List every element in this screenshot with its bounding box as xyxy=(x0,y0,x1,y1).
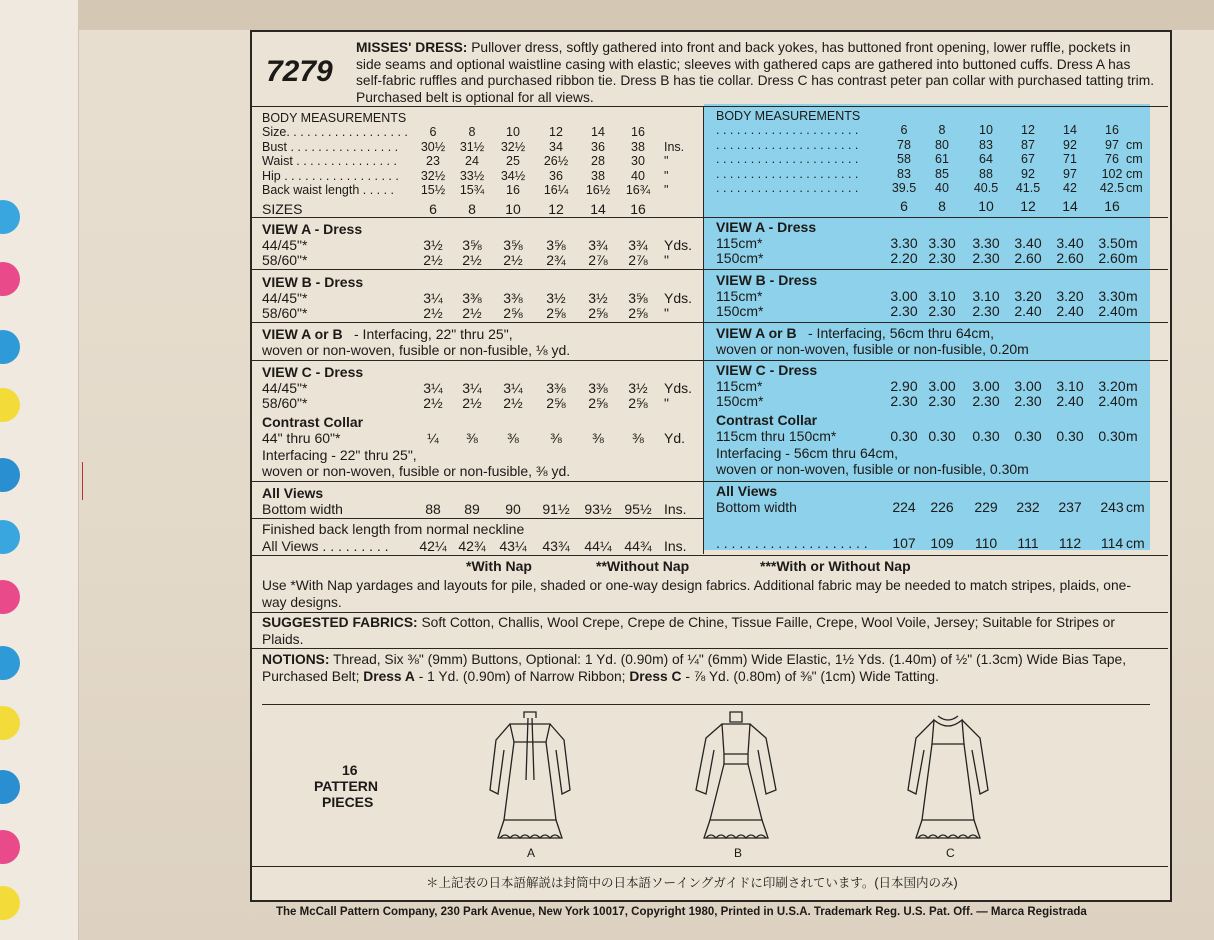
metric-body-row-value: 42.5 xyxy=(1099,181,1125,196)
metric-body-row-label: . . . . . . . . . . . . . . . . . . . . . xyxy=(716,181,859,196)
metric-view-a-row-unit: m xyxy=(1126,235,1138,251)
metric-view-c-title: VIEW C - Dress xyxy=(716,362,818,378)
imperial-body-row-unit: Ins. xyxy=(664,139,685,154)
nap-either: ***With or Without Nap xyxy=(760,558,911,574)
metric-bottom-width-value: 232 xyxy=(1016,499,1040,515)
imperial-view-b-row-value: 2½ xyxy=(462,305,482,321)
metric-view-b-row-value: 3.30 xyxy=(1098,288,1126,304)
imperial-body-row-value: 28 xyxy=(591,154,605,169)
imperial-view-a-row-value: 2½ xyxy=(423,252,443,268)
imperial-body-row-value: 26½ xyxy=(543,154,569,169)
imperial-size: 6 xyxy=(429,201,437,217)
metric-bottom-width-value: 224 xyxy=(892,499,916,515)
imperial-view-c-row-label: 58/60"* xyxy=(262,395,308,411)
metric-view-a-row-value: 3.30 xyxy=(928,235,956,251)
imperial-contrast-row-value: ⅜ xyxy=(507,430,519,446)
imperial-view-a-row-value: 3⅝ xyxy=(503,237,523,253)
imperial-back-length-title: Finished back length from normal neckline xyxy=(262,521,525,537)
notions xyxy=(262,652,1150,685)
metric-body-row-value: 40.5 xyxy=(973,181,999,196)
metric-view-c-row-value: 3.00 xyxy=(972,378,1000,394)
imperial-view-b-row-value: 3¼ xyxy=(423,290,443,306)
metric-bottom-width-label: Bottom width xyxy=(716,499,797,515)
metric-view-b-title: VIEW B - Dress xyxy=(716,272,818,288)
imperial-body-row-value: 15¾ xyxy=(459,183,485,198)
metric-body-row-value: 64 xyxy=(979,152,993,167)
metric-body-row-value: 83 xyxy=(897,166,911,181)
imperial-back-length-label: All Views . . . . . . . . . xyxy=(262,538,389,554)
metric-view-b-row-unit: m xyxy=(1126,288,1138,304)
imperial-view-ab-title: VIEW A or B xyxy=(262,326,343,342)
imperial-view-a-row-value: 2¾ xyxy=(546,252,566,268)
metric-bottom-width-unit: cm xyxy=(1126,499,1145,515)
metric-body-row-value: 6 xyxy=(900,123,908,137)
imperial-view-b-row-value: 3⅜ xyxy=(503,290,523,306)
metric-body-row-value: 14 xyxy=(1063,123,1077,137)
metric-view-a-row-value: 2.60 xyxy=(1098,250,1126,266)
metric-bottom-width-value: 243 xyxy=(1100,499,1124,515)
imperial-body-row-value: 6 xyxy=(429,125,437,139)
metric-contrast-title: Contrast Collar xyxy=(716,412,818,428)
imperial-body-heading: BODY MEASUREMENTS xyxy=(262,111,407,125)
imperial-contrast-row-value: ¼ xyxy=(427,430,439,446)
imperial-body-row-value: 16½ xyxy=(585,183,611,198)
imperial-view-a-row-unit: Yds. xyxy=(664,237,693,253)
metric-view-c-row-value: 2.30 xyxy=(972,393,1000,409)
nap-without: **Without Nap xyxy=(596,558,690,574)
imperial-size: 10 xyxy=(505,201,521,217)
metric-view-ab-text-1: - Interfacing, 56cm thru 64cm, xyxy=(808,325,994,341)
nap-note: Use *With Nap yardages and layouts for pile, shaded or one-way design fabrics. Additional fabric may be needed to match stripes, plaids, one-way designs. xyxy=(262,578,1131,610)
imperial-view-c-row-value: 2⅝ xyxy=(588,395,608,411)
notions-label: NOTIONS: xyxy=(262,652,330,667)
metric-contrast-row-value: 0.30 xyxy=(928,428,956,444)
imperial-body-row-value: 24 xyxy=(465,154,479,169)
japanese-note: ＊上記表の日本語解説は封筒中の日本語ソーイングガイドに印刷されています。(日本国内のみ) xyxy=(426,876,958,890)
metric-view-c-row-label: 115cm* xyxy=(716,378,763,394)
adjacent-envelope-strip xyxy=(0,0,79,940)
imperial-body-row-value: 36 xyxy=(591,139,605,154)
metric-contrast-row-value: 0.30 xyxy=(1098,428,1126,444)
metric-view-b-row-value: 3.10 xyxy=(928,288,956,304)
metric-contrast-row-value: 0.30 xyxy=(1014,428,1042,444)
imperial-view-b-row-value: 3⅜ xyxy=(462,290,482,306)
imperial-back-length-value: 44¾ xyxy=(624,538,652,554)
imperial-sizes-label: SIZES xyxy=(262,201,303,217)
metric-contrast-text-1: Interfacing - 56cm thru 64cm, xyxy=(716,445,899,461)
imperial-bottom-width-value: 89 xyxy=(464,501,480,517)
metric-contrast-row-label: 115cm thru 150cm* xyxy=(716,428,837,444)
nap-with: *With Nap xyxy=(466,558,532,574)
metric-body-row-value: 97 xyxy=(1063,166,1077,181)
metric-view-c-row-value: 2.90 xyxy=(890,378,918,394)
imperial-body-row-label: Size. . . . . . . . . . . . . . . . . . xyxy=(262,125,408,139)
metric-body-row-value: 42 xyxy=(1063,181,1077,196)
metric-back-length-value: 112 xyxy=(1058,535,1082,551)
imperial-body-row-value: 31½ xyxy=(459,139,485,154)
imperial-view-b-row-value: 3½ xyxy=(546,290,566,306)
metric-view-a-row-unit: m xyxy=(1126,250,1138,266)
metric-view-b-row-unit: m xyxy=(1126,303,1138,319)
imperial-view-a-row-value: 3¾ xyxy=(588,237,608,253)
imperial-body-row-value: 16¼ xyxy=(543,183,569,198)
imperial-view-c-row-unit: Yds. xyxy=(664,380,693,396)
metric-view-a-title: VIEW A - Dress xyxy=(716,219,817,235)
metric-view-a-row-label: 115cm* xyxy=(716,235,763,251)
imperial-view-b-row-unit: " xyxy=(664,305,669,321)
metric-size: 14 xyxy=(1062,198,1078,214)
metric-size: 16 xyxy=(1104,198,1120,214)
metric-body-row-unit: cm xyxy=(1126,166,1143,181)
imperial-body-row-value: 12 xyxy=(549,125,563,139)
imperial-size: 12 xyxy=(548,201,564,217)
imperial-back-length-unit: Ins. xyxy=(664,538,687,554)
imperial-contrast-text-2: woven or non-woven, fusible or non-fusible, ⅜ yd. xyxy=(262,463,571,479)
metric-view-c-row-value: 2.40 xyxy=(1056,393,1084,409)
imperial-view-ab-text-1: - Interfacing, 22" thru 25", xyxy=(354,326,513,342)
metric-view-b-row-value: 3.10 xyxy=(972,288,1000,304)
metric-bottom-width-value: 226 xyxy=(930,499,954,515)
imperial-view-c-row-value: 3¼ xyxy=(423,380,443,396)
imperial-body-row-value: 15½ xyxy=(420,183,446,198)
imperial-contrast-row-unit: Yd. xyxy=(664,430,686,446)
description-title: MISSES' DRESS: xyxy=(356,40,468,55)
metric-body-row-value: 85 xyxy=(935,166,949,181)
metric-body-row-value: 102 xyxy=(1101,166,1123,181)
metric-view-a-row-value: 2.60 xyxy=(1056,250,1084,266)
metric-body-row-value: 76 xyxy=(1105,152,1119,167)
metric-all-views-title: All Views xyxy=(716,483,778,499)
imperial-view-b-row-value: 2⅝ xyxy=(628,305,648,321)
imperial-body-row-value: 30½ xyxy=(420,139,446,154)
imperial-view-c-row-value: 3⅜ xyxy=(588,380,608,396)
view-label-c: C xyxy=(946,846,955,860)
imperial-view-a-row-value: 3⅝ xyxy=(462,237,482,253)
metric-body-row-value: 67 xyxy=(1021,152,1035,167)
imperial-contrast-text-1: Interfacing - 22" thru 25", xyxy=(262,447,417,463)
imperial-view-b-row-value: 2⅝ xyxy=(546,305,566,321)
metric-size: 12 xyxy=(1020,198,1036,214)
metric-body-row-value: 41.5 xyxy=(1015,181,1041,196)
imperial-body-row-value: 32½ xyxy=(420,168,446,183)
dress-c-illustration xyxy=(898,710,998,860)
imperial-body-row-value: 16 xyxy=(506,183,520,198)
imperial-back-length-value: 43¼ xyxy=(499,538,527,554)
metric-contrast-row-value: 0.30 xyxy=(890,428,918,444)
metric-view-a-row-value: 3.30 xyxy=(890,235,918,251)
metric-back-length-value: 109 xyxy=(930,535,954,551)
imperial-view-a-row-value: 2½ xyxy=(462,252,482,268)
imperial-view-b-row-unit: Yds. xyxy=(664,290,693,306)
metric-body-row-value: 88 xyxy=(979,166,993,181)
imperial-view-c-row-value: 2½ xyxy=(503,395,523,411)
imperial-body-row-value: 16 xyxy=(631,125,645,139)
imperial-view-a-row-value: 2⅞ xyxy=(628,252,648,268)
dress-b-illustration xyxy=(686,710,786,860)
imperial-bottom-width-value: 91½ xyxy=(542,501,570,517)
notions-text-1: Thread, Six ⅜" (9mm) Buttons, Optional: 1 Yd. (0.90m) of ¼" (6mm) Wide Elastic, 1½ Yds. (1.40m) of ½" (1.3cm) Wide Bias Tape, Purchased Belt; xyxy=(262,652,1127,684)
metric-view-ab-text-2: woven or non-woven, fusible or non-fusible, 0.20m xyxy=(716,341,1029,357)
metric-view-a-row-value: 2.60 xyxy=(1014,250,1042,266)
imperial-body-row-value: 16¾ xyxy=(625,183,651,198)
metric-body-row-value: 39.5 xyxy=(891,181,917,196)
imperial-contrast-row-value: ⅜ xyxy=(550,430,562,446)
imperial-view-a-title: VIEW A - Dress xyxy=(262,221,363,237)
metric-bottom-width-value: 237 xyxy=(1058,499,1082,515)
metric-body-row-value: 8 xyxy=(938,123,946,137)
imperial-contrast-row-value: ⅜ xyxy=(632,430,644,446)
view-label-a: A xyxy=(527,846,536,860)
metric-size: 8 xyxy=(938,198,946,214)
pieces-line-2: PIECES xyxy=(322,794,374,810)
metric-body-row-value: 80 xyxy=(935,137,949,152)
metric-view-c-row-value: 2.30 xyxy=(890,393,918,409)
imperial-view-a-row-value: 3⅝ xyxy=(546,237,566,253)
imperial-view-c-row-value: 2⅝ xyxy=(628,395,648,411)
imperial-size: 16 xyxy=(630,201,646,217)
metric-view-b-row-label: 115cm* xyxy=(716,288,763,304)
metric-view-c-row-value: 2.30 xyxy=(1014,393,1042,409)
metric-view-c-row-label: 150cm* xyxy=(716,393,764,409)
imperial-bottom-width-value: 95½ xyxy=(624,501,652,517)
imperial-view-c-row-value: 3⅜ xyxy=(546,380,566,396)
imperial-view-b-row-value: 2⅝ xyxy=(588,305,608,321)
imperial-all-views-title: All Views xyxy=(262,485,324,501)
pen-mark xyxy=(82,462,83,500)
view-label-b: B xyxy=(734,846,743,860)
imperial-view-b-row-value: 3⅝ xyxy=(628,290,648,306)
imperial-view-c-row-value: 3¼ xyxy=(503,380,523,396)
imperial-bottom-width-value: 93½ xyxy=(584,501,612,517)
metric-body-row-value: 10 xyxy=(979,123,993,137)
metric-view-c-row-value: 3.00 xyxy=(928,378,956,394)
imperial-body-row-value: 36 xyxy=(549,168,563,183)
imperial-view-b-row-value: 2½ xyxy=(423,305,443,321)
metric-view-b-row-value: 2.40 xyxy=(1056,303,1084,319)
imperial-view-b-row-label: 58/60"* xyxy=(262,305,308,321)
metric-view-a-row-value: 3.50 xyxy=(1098,235,1126,251)
imperial-view-c-row-value: 2⅝ xyxy=(546,395,566,411)
imperial-view-ab-text-2: woven or non-woven, fusible or non-fusible, ⅛ yd. xyxy=(262,342,571,358)
metric-back-length-value: 111 xyxy=(1017,535,1039,551)
metric-view-c-row-value: 3.10 xyxy=(1056,378,1084,394)
notions-dress-a: Dress A xyxy=(363,668,415,684)
imperial-view-b-row-value: 2⅝ xyxy=(503,305,523,321)
metric-view-c-row-value: 3.00 xyxy=(1014,378,1042,394)
imperial-body-row-value: 30 xyxy=(631,154,645,169)
metric-size: 10 xyxy=(978,198,994,214)
imperial-view-c-title: VIEW C - Dress xyxy=(262,364,364,380)
imperial-bottom-width-value: 90 xyxy=(505,501,521,517)
metric-back-length-label: . . . . . . . . . . . . . . . . . . . . xyxy=(716,535,868,551)
metric-contrast-text-2: woven or non-woven, fusible or non-fusible, 0.30m xyxy=(716,461,1029,477)
metric-view-b-row-value: 2.30 xyxy=(972,303,1000,319)
imperial-view-c-row-value: 3½ xyxy=(628,380,648,396)
metric-view-b-row-value: 3.20 xyxy=(1014,288,1042,304)
fabrics-text: Soft Cotton, Challis, Wool Crepe, Crepe de Chine, Tissue Faille, Crepe, Wool Voile, Jersey; Suitable for Stripes or Plaids. xyxy=(262,615,1115,647)
imperial-body-row-label: Back waist length . . . . . xyxy=(262,183,395,198)
metric-body-row-value: 12 xyxy=(1021,123,1035,137)
metric-body-row-value: 87 xyxy=(1021,137,1035,152)
metric-contrast-row-unit: m xyxy=(1126,428,1138,444)
metric-body-row-unit: cm xyxy=(1126,152,1143,167)
imperial-bottom-width-unit: Ins. xyxy=(664,501,687,517)
metric-body-row-value: 83 xyxy=(979,137,993,152)
metric-view-b-row-value: 3.00 xyxy=(890,288,918,304)
pieces-line-1: PATTERN xyxy=(314,778,379,794)
metric-view-c-row-value: 2.40 xyxy=(1098,393,1126,409)
imperial-body-row-unit: " xyxy=(664,168,669,183)
metric-back-length-value: 114 xyxy=(1100,535,1124,551)
imperial-size: 14 xyxy=(590,201,606,217)
imperial-bottom-width-label: Bottom width xyxy=(262,501,343,517)
fabrics-label: SUGGESTED FABRICS: xyxy=(262,615,418,630)
suggested-fabrics xyxy=(262,615,1150,648)
imperial-body-row-unit: " xyxy=(664,154,669,169)
metric-body-row-value: 58 xyxy=(897,152,911,167)
metric-view-b-row-value: 2.40 xyxy=(1098,303,1126,319)
metric-view-ab-title: VIEW A or B xyxy=(716,325,797,341)
metric-view-c-row-unit: m xyxy=(1126,378,1138,394)
imperial-body-row-value: 25 xyxy=(506,154,520,169)
metric-back-length-value: 110 xyxy=(974,535,998,551)
imperial-body-row-value: 34 xyxy=(549,139,563,154)
metric-contrast-row-value: 0.30 xyxy=(1056,428,1084,444)
metric-body-row-label: . . . . . . . . . . . . . . . . . . . . . xyxy=(716,152,859,167)
imperial-view-a-row-value: 2½ xyxy=(503,252,523,268)
metric-body-heading: BODY MEASUREMENTS xyxy=(716,109,861,123)
metric-bottom-width-value: 229 xyxy=(974,499,998,515)
imperial-body-row-label: Waist . . . . . . . . . . . . . . . xyxy=(262,154,397,169)
metric-view-b-row-value: 2.30 xyxy=(890,303,918,319)
imperial-view-c-row-value: 2½ xyxy=(462,395,482,411)
imperial-body-row-value: 14 xyxy=(591,125,605,139)
dress-a-illustration xyxy=(480,710,580,860)
envelope-flap xyxy=(78,0,1214,30)
imperial-body-row-value: 34½ xyxy=(500,168,526,183)
metric-view-c-row-unit: m xyxy=(1126,393,1138,409)
imperial-view-c-row-label: 44/45"* xyxy=(262,380,308,396)
metric-view-b-row-value: 2.40 xyxy=(1014,303,1042,319)
imperial-view-a-row-value: 3¾ xyxy=(628,237,648,253)
imperial-view-c-row-value: 2½ xyxy=(423,395,443,411)
metric-body-row-value: 78 xyxy=(897,137,911,152)
pattern-number: 7279 xyxy=(266,55,333,88)
metric-body-row-label: . . . . . . . . . . . . . . . . . . . . . xyxy=(716,123,859,137)
metric-view-a-row-value: 3.40 xyxy=(1014,235,1042,251)
imperial-view-b-title: VIEW B - Dress xyxy=(262,274,364,290)
metric-view-b-row-value: 2.30 xyxy=(928,303,956,319)
metric-view-a-row-value: 2.20 xyxy=(890,250,918,266)
metric-body-row-value: 40 xyxy=(935,181,949,196)
metric-body-row-label: . . . . . . . . . . . . . . . . . . . . . xyxy=(716,137,859,152)
notions-text-3: - ⅞ Yd. (0.80m) of ⅜" (1cm) Wide Tatting. xyxy=(681,668,939,684)
metric-view-c-row-value: 3.20 xyxy=(1098,378,1126,394)
metric-back-length-unit: cm xyxy=(1126,535,1145,551)
imperial-body-row-value: 32½ xyxy=(500,139,526,154)
notions-text-2: - 1 Yd. (0.90m) of Narrow Ribbon; xyxy=(414,668,630,684)
pattern-description xyxy=(356,40,1156,106)
imperial-size: 8 xyxy=(468,201,476,217)
imperial-view-a-row-unit: " xyxy=(664,252,669,268)
metric-back-length-value: 107 xyxy=(892,535,916,551)
metric-view-a-row-value: 3.40 xyxy=(1056,235,1084,251)
metric-body-row-label: . . . . . . . . . . . . . . . . . . . . . xyxy=(716,166,859,181)
imperial-body-row-value: 38 xyxy=(591,168,605,183)
imperial-back-length-value: 43¾ xyxy=(542,538,570,554)
imperial-view-b-row-label: 44/45"* xyxy=(262,290,308,306)
pieces-count: 16 xyxy=(342,762,358,778)
imperial-contrast-row-label: 44" thru 60"* xyxy=(262,430,341,446)
metric-body-row-value: 61 xyxy=(935,152,949,167)
imperial-view-c-row-unit: " xyxy=(664,395,669,411)
imperial-body-row-unit: " xyxy=(664,183,669,198)
imperial-body-row-label: Hip . . . . . . . . . . . . . . . . . xyxy=(262,168,399,183)
metric-view-a-row-value: 2.30 xyxy=(972,250,1000,266)
imperial-view-a-row-value: 2⅞ xyxy=(588,252,608,268)
metric-body-row-value: 97 xyxy=(1105,137,1119,152)
imperial-body-row-label: Bust . . . . . . . . . . . . . . . . xyxy=(262,139,399,154)
metric-body-row-value: 71 xyxy=(1063,152,1077,167)
imperial-back-length-value: 42¼ xyxy=(419,538,447,554)
imperial-body-row-value: 38 xyxy=(631,139,645,154)
metric-view-b-row-label: 150cm* xyxy=(716,303,764,319)
metric-body-row-value: 16 xyxy=(1105,123,1119,137)
metric-body-row-value: 92 xyxy=(1063,137,1077,152)
imperial-view-a-row-label: 58/60"* xyxy=(262,252,308,268)
metric-size: 6 xyxy=(900,198,908,214)
metric-contrast-row-value: 0.30 xyxy=(972,428,1000,444)
notions-dress-c: Dress C xyxy=(629,668,682,684)
metric-view-c-row-value: 2.30 xyxy=(928,393,956,409)
metric-view-b-row-value: 3.20 xyxy=(1056,288,1084,304)
metric-view-a-row-value: 3.30 xyxy=(972,235,1000,251)
imperial-view-a-row-label: 44/45"* xyxy=(262,237,308,253)
imperial-body-row-value: 23 xyxy=(426,154,440,169)
metric-view-a-row-value: 2.30 xyxy=(928,250,956,266)
imperial-back-length-value: 44¼ xyxy=(584,538,612,554)
imperial-contrast-row-value: ⅜ xyxy=(592,430,604,446)
imperial-body-row-value: 8 xyxy=(468,125,476,139)
metric-body-row-value: 92 xyxy=(1021,166,1035,181)
imperial-contrast-title: Contrast Collar xyxy=(262,414,364,430)
imperial-back-length-value: 42¾ xyxy=(458,538,486,554)
imperial-view-c-row-value: 3¼ xyxy=(462,380,482,396)
description-text: Pullover dress, softly gathered into front and back yokes, has buttoned front opening, lower ruffle, pockets in side seams and optional waistline casing with elastic; sleeves with gathered caps are gathered into buttoned cuffs. Dress A has self-fabric ruffles and purchased ribbon tie. Dress B has tie collar. Dress C has contrast peter pan collar with purchased tatting trim. Purchased belt is optional for all views. xyxy=(356,40,1155,105)
imperial-body-row-value: 33½ xyxy=(459,168,485,183)
metric-body-row-unit: cm xyxy=(1126,137,1143,152)
imperial-view-a-row-value: 3½ xyxy=(423,237,443,253)
imperial-body-row-value: 40 xyxy=(631,168,645,183)
footer-copyright: The McCall Pattern Company, 230 Park Avenue, New York 10017, Copyright 1980, Printed in U.S.A. Trademark Reg. U.S. Pat. Off. — Marca Registrada xyxy=(276,906,1087,918)
imperial-contrast-row-value: ⅜ xyxy=(466,430,478,446)
imperial-bottom-width-value: 88 xyxy=(425,501,441,517)
metric-view-a-row-label: 150cm* xyxy=(716,250,764,266)
metric-body-row-unit: cm xyxy=(1126,181,1143,196)
imperial-view-b-row-value: 3½ xyxy=(588,290,608,306)
imperial-body-row-value: 10 xyxy=(506,125,520,139)
